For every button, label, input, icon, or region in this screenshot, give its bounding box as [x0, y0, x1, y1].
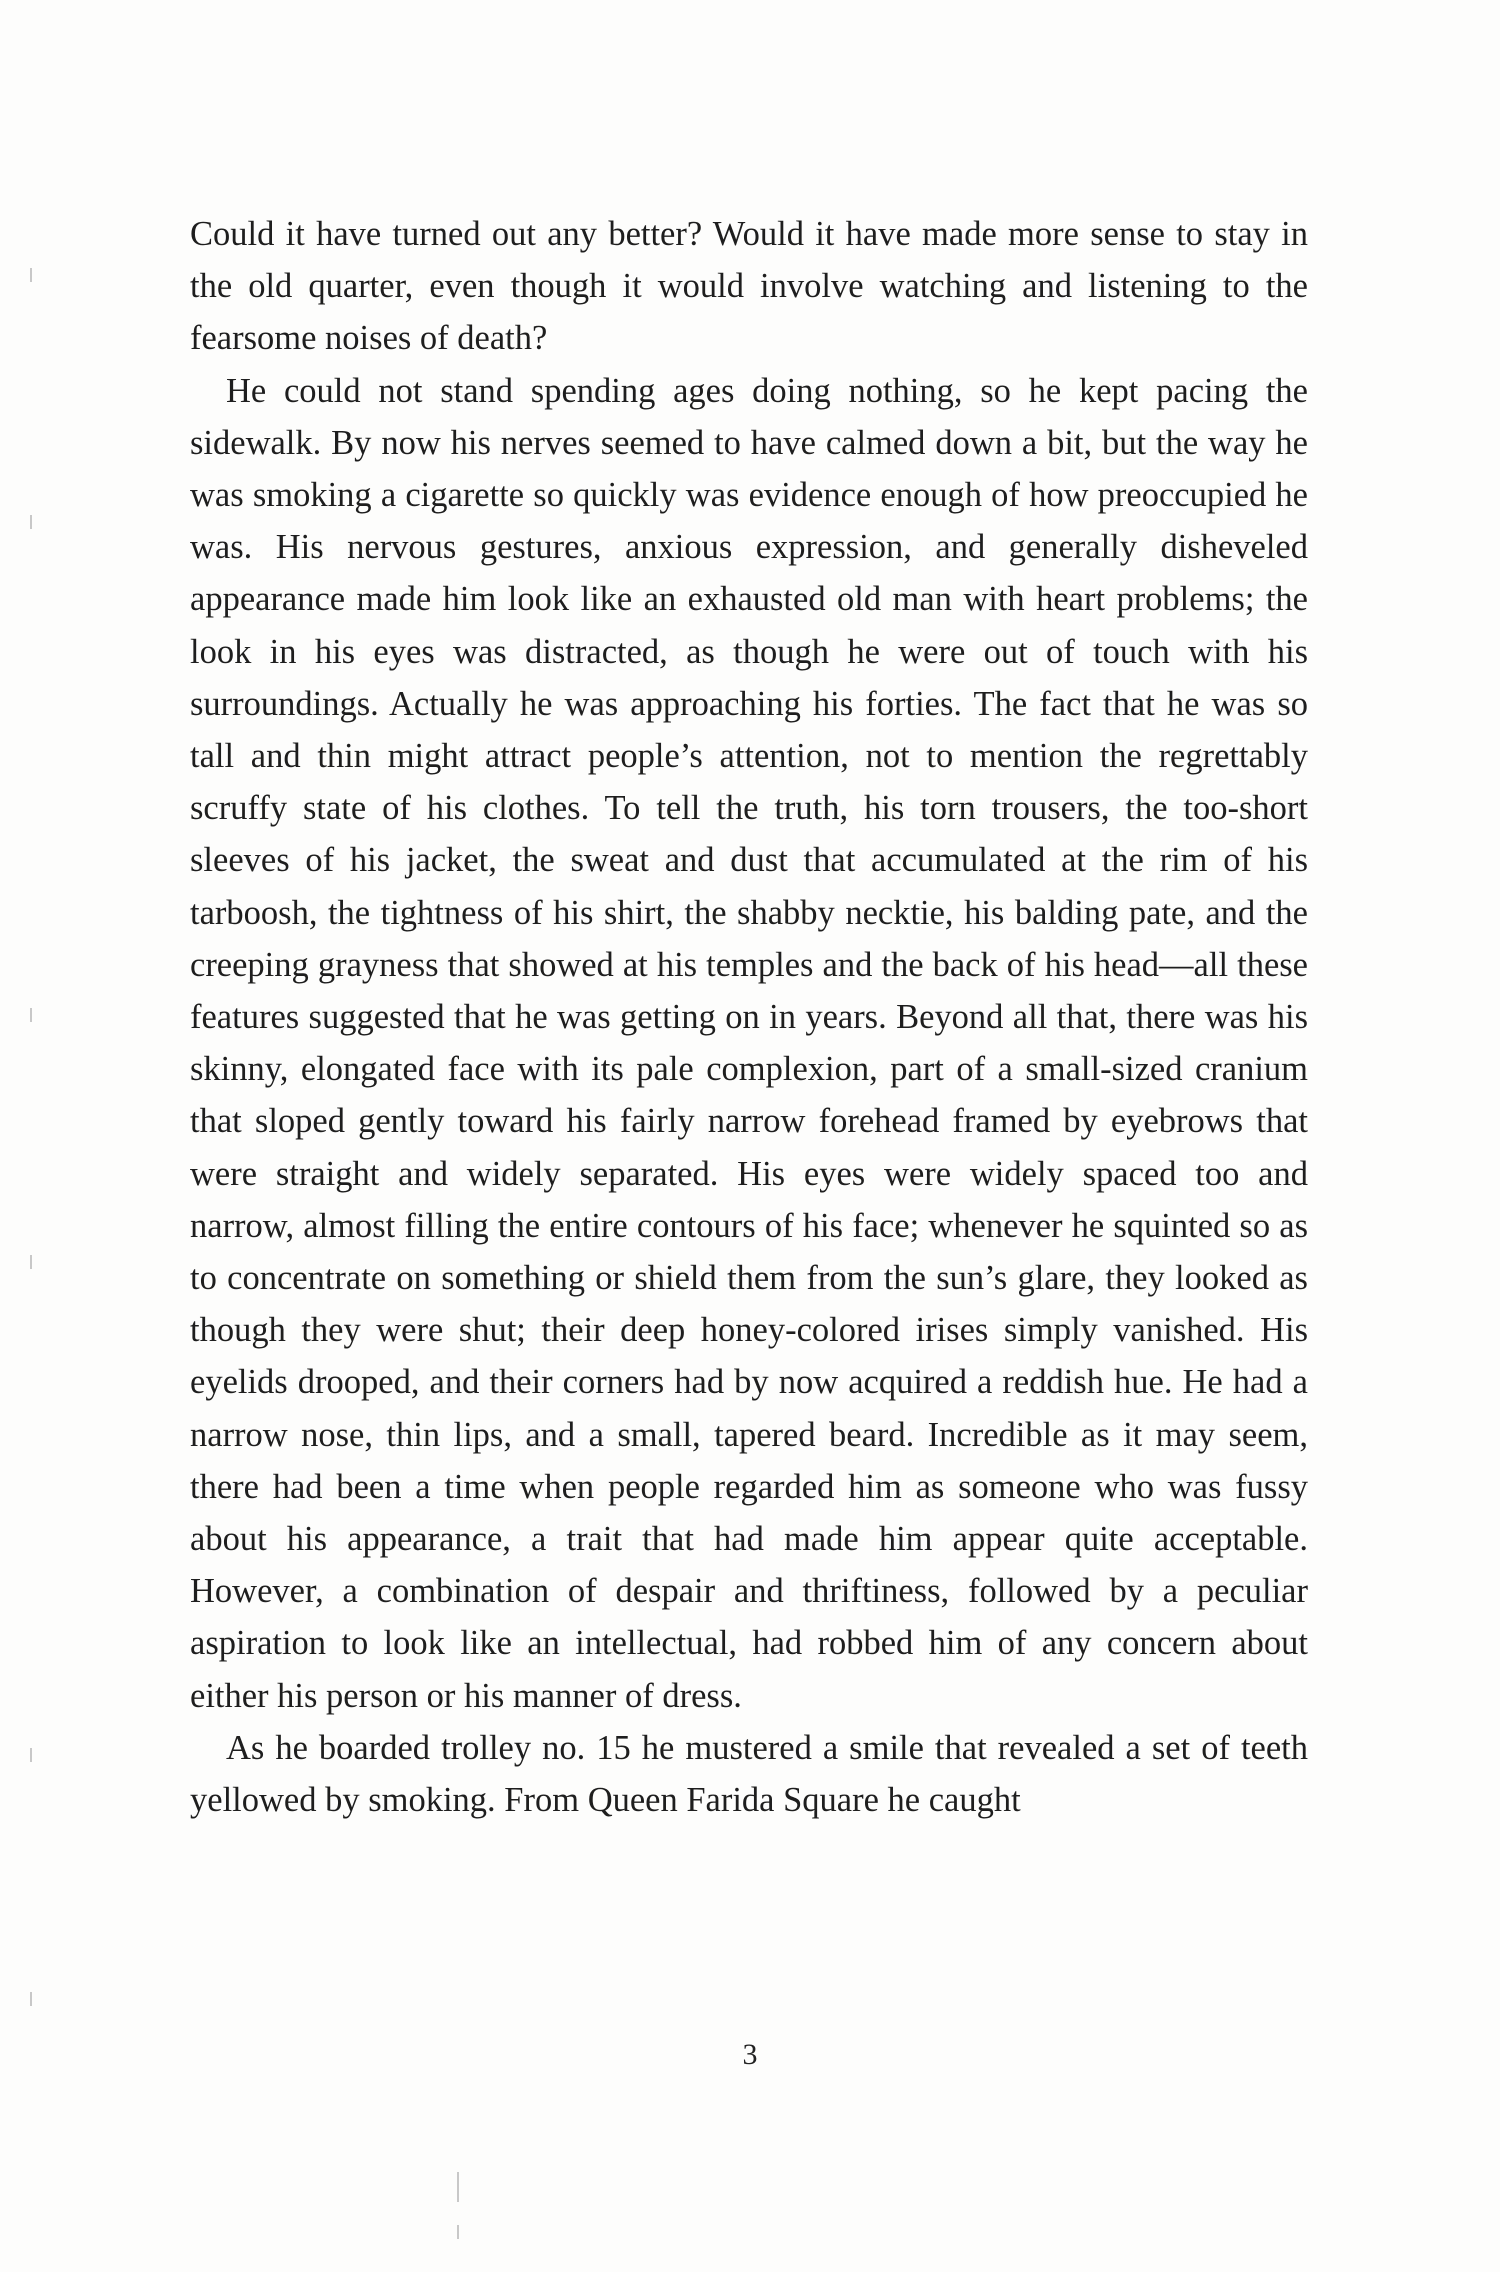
scan-speck — [457, 2225, 459, 2239]
scan-speck — [30, 1255, 32, 1269]
scan-speck — [30, 1748, 32, 1762]
body-text — [190, 208, 1308, 1826]
paragraph-3: As he boarded trolley no. 15 he mustered a smile that revealed a set of teeth yellowed by smoking. From Queen Farida Square he caught — [190, 1728, 1308, 1820]
scan-speck — [30, 1008, 32, 1022]
paragraph-2: He could not stand spending ages doing nothing, so he kept pacing the sidewalk. By now his nerves seemed to have calmed down a bit, but the way he was smoking a cigarette so quickly was evidence enough of how preoccupied he was. His nervous gestures, anxious expression, and generally disheveled appearance made him look like an exhausted old man with heart problems; the look in his eyes was distracted, as though he were out of touch with his surroundings. Actually he was approaching his forties. The fact that he was so tall and thin might attract people’s attention, not to mention the regrettably scruffy state of his clothes. To tell the truth, his torn trousers, the too-short sleeves of his jacket, the sweat and dust that accumulated at the rim of his tarboosh, the tightness of his shirt, the shabby necktie, his balding pate, and the creeping grayness that showed at his temples and the back of his head—all these features suggested that he was getting on in years. Beyond all that, there was his skinny, elongated face with its pale complexion, part of a small-sized cranium that sloped gently toward his fairly narrow forehead framed by eyebrows that were straight and widely separated. His eyes were widely spaced too and narrow, almost filling the entire contours of his face; whenever he squinted so as to concentrate on something or shield them from the sun’s glare, they looked as though they were shut; their deep honey-colored irises simply vanished. His eyelids drooped, and their corners had by now acquired a reddish hue. He had a narrow nose, thin lips, and a small, tapered beard. Incredible as it may seem, there had been a time when people regarded him as someone who was fussy about his appearance, a trait that had made him appear quite acceptable. However, a combination of despair and thriftiness, followed by a peculiar aspiration to look like an intellectual, had robbed him of any concern about either his person or his manner of dress. — [190, 371, 1308, 1715]
scan-speck — [457, 2172, 459, 2202]
paragraph-1: Could it have turned out any better? Would it have made more sense to stay in the old quarter, even though it would involve watching and listening to the fearsome noises of death? — [190, 215, 1308, 358]
scan-speck — [30, 515, 32, 529]
scan-speck — [30, 268, 32, 282]
page-number: 3 — [742, 2038, 758, 2071]
scan-speck — [30, 1992, 32, 2006]
